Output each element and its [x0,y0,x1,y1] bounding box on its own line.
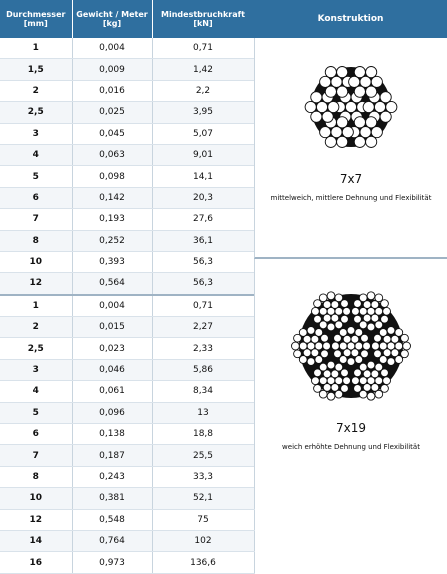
table-row [0,381,254,402]
table-row [0,38,254,59]
weight-cell: 0,098 [72,166,152,187]
table-row [0,338,254,359]
weight-cell: 0,393 [72,251,152,272]
diameter-cell: 1 [0,295,72,317]
weight-cell: 0,764 [72,530,152,551]
construction-code: 7x19 [335,421,366,435]
diameter-cell: 14 [0,530,72,551]
breaking-force-cell: 33,3 [152,466,254,487]
header-weight: Gewicht / Meter [kg] [72,0,152,38]
breaking-force-cell: 0,71 [152,38,254,59]
diameter-cell: 3 [0,123,72,144]
breaking-force-cell: 2,33 [152,338,254,359]
diameter-cell: 5 [0,402,72,423]
breaking-force-cell: 25,5 [152,445,254,466]
diameter-cell: 10 [0,488,72,509]
table-row [0,102,254,123]
diameter-cell: 6 [0,187,72,208]
diameter-cell: 7 [0,209,72,230]
header-diameter: Durchmesser [mm] [0,0,72,38]
table-row [0,402,254,423]
diameter-cell: 7 [0,445,72,466]
table-row [0,209,254,230]
diameter-cell: 4 [0,144,72,165]
diameter-cell: 2 [0,80,72,101]
breaking-force-cell: 9,01 [152,144,254,165]
weight-cell: 0,548 [72,509,152,530]
table-row [0,123,254,144]
diameter-cell: 6 [0,424,72,445]
weight-cell: 0,973 [72,552,152,573]
weight-cell: 0,015 [72,317,152,338]
table-row [0,273,254,295]
table-row [0,552,254,573]
construction-7x7-panel [254,38,447,259]
rope-7x7-cross-section-icon [291,52,411,162]
breaking-force-cell: 56,3 [152,273,254,295]
breaking-force-cell: 136,6 [152,552,254,573]
breaking-force-cell: 5,07 [152,123,254,144]
konstruktion-header: Konstruktion [254,0,447,38]
spec-table-header [0,0,254,38]
breaking-force-cell: 13 [152,402,254,423]
table-row [0,359,254,380]
weight-cell: 0,381 [72,488,152,509]
breaking-force-cell: 0,71 [152,295,254,317]
weight-cell: 0,138 [72,424,152,445]
weight-cell: 0,252 [72,230,152,251]
table-row [0,251,254,272]
table-row [0,59,254,80]
breaking-force-cell: 56,3 [152,251,254,272]
weight-cell: 0,004 [72,295,152,317]
weight-cell: 0,045 [72,123,152,144]
table-row [0,144,254,165]
breaking-force-cell: 2,2 [152,80,254,101]
breaking-force-cell: 8,34 [152,381,254,402]
breaking-force-cell: 14,1 [152,166,254,187]
weight-cell: 0,009 [72,59,152,80]
breaking-force-cell: 102 [152,530,254,551]
diameter-cell: 16 [0,552,72,573]
rope-7x19-cross-section-icon [286,281,416,411]
table-row [0,424,254,445]
weight-cell: 0,016 [72,80,152,101]
diameter-cell: 1 [0,38,72,59]
diameter-cell: 2 [0,317,72,338]
diameter-cell: 2,5 [0,102,72,123]
weight-cell: 0,025 [72,102,152,123]
construction-7x19-panel [254,259,447,500]
breaking-force-cell: 18,8 [152,424,254,445]
diameter-cell: 1,5 [0,59,72,80]
weight-cell: 0,023 [72,338,152,359]
diameter-cell: 5 [0,166,72,187]
diameter-cell: 12 [0,273,72,295]
diameter-cell: 8 [0,230,72,251]
weight-cell: 0,046 [72,359,152,380]
breaking-force-cell: 52,1 [152,488,254,509]
diameter-cell: 4 [0,381,72,402]
weight-cell: 0,004 [72,38,152,59]
table-row [0,488,254,509]
weight-cell: 0,063 [72,144,152,165]
construction-code: 7x7 [339,172,363,186]
table-row [0,187,254,208]
table-row [0,295,254,317]
table-row [0,166,254,187]
diameter-cell: 10 [0,251,72,272]
weight-cell: 0,243 [72,466,152,487]
table-row [0,445,254,466]
diameter-cell: 2,5 [0,338,72,359]
diameter-cell: 3 [0,359,72,380]
table-row [0,530,254,551]
breaking-force-cell: 36,1 [152,230,254,251]
header-breaking-force: Mindestbruchkraft [kN] [152,0,254,38]
weight-cell: 0,193 [72,209,152,230]
table-row [0,80,254,101]
breaking-force-cell: 5,86 [152,359,254,380]
breaking-force-cell: 1,42 [152,59,254,80]
construction-description: weich erhöhte Dehnung und Flexibilität [282,443,420,451]
weight-cell: 0,142 [72,187,152,208]
table-row [0,230,254,251]
weight-cell: 0,187 [72,445,152,466]
weight-cell: 0,096 [72,402,152,423]
diameter-cell: 12 [0,509,72,530]
table-row [0,466,254,487]
diameter-cell: 8 [0,466,72,487]
construction-description: mittelweich, mittlere Dehnung und Flexibilität [270,194,432,202]
table-row [0,317,254,338]
breaking-force-cell: 2,27 [152,317,254,338]
breaking-force-cell: 3,95 [152,102,254,123]
weight-cell: 0,564 [72,273,152,295]
table-row [0,509,254,530]
breaking-force-cell: 27,6 [152,209,254,230]
breaking-force-cell: 20,3 [152,187,254,208]
weight-cell: 0,061 [72,381,152,402]
breaking-force-cell: 75 [152,509,254,530]
